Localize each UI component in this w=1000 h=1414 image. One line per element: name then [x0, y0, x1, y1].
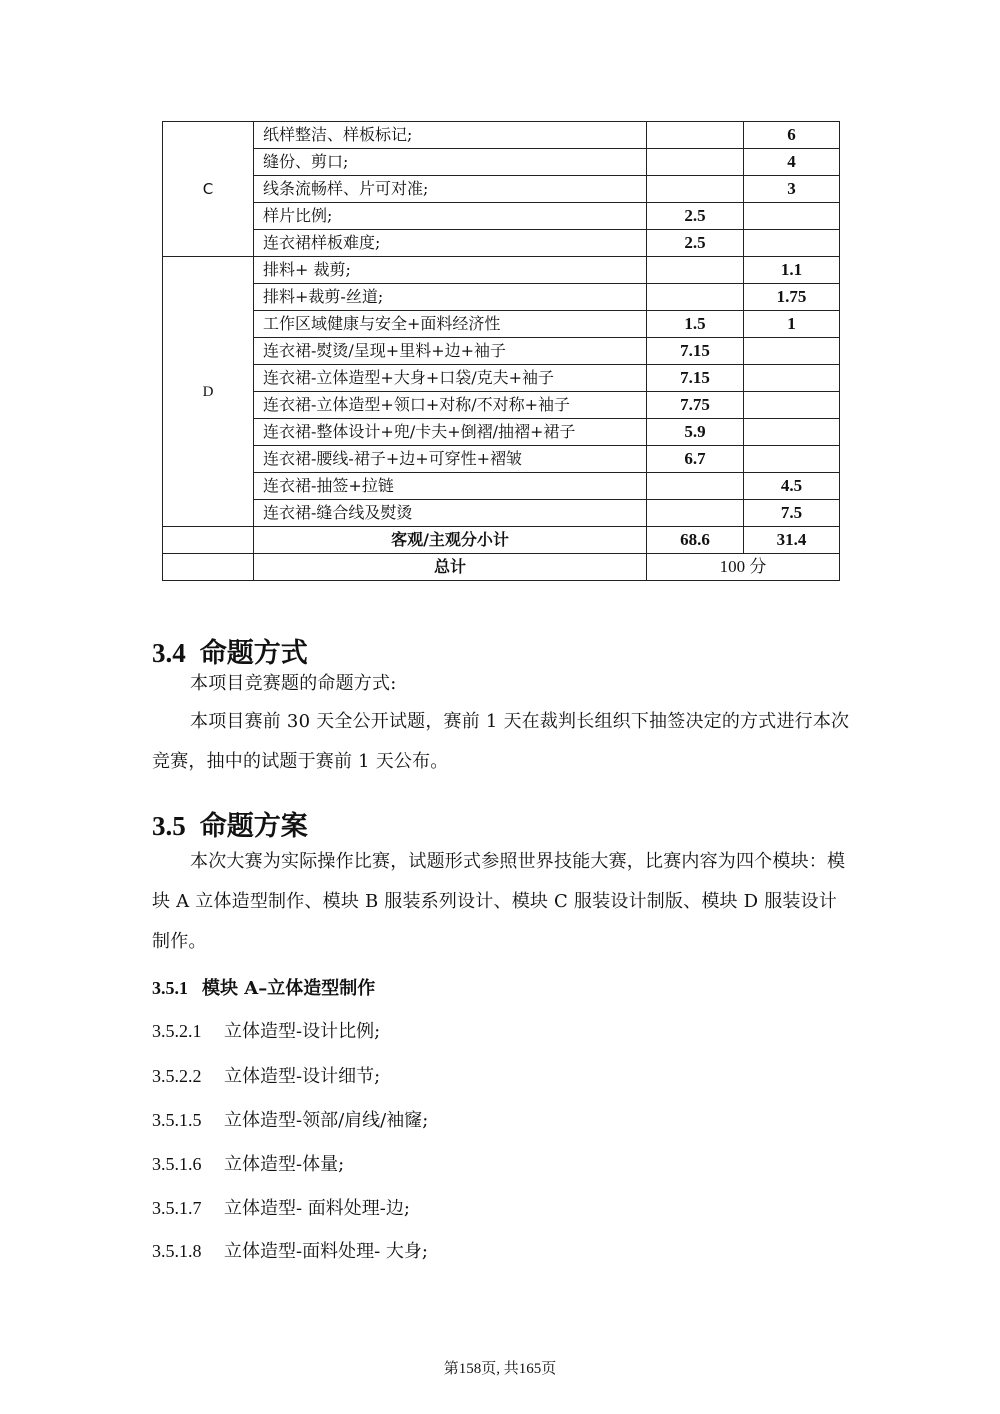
- list-item: [152, 1196, 410, 1221]
- table-row: [163, 392, 840, 419]
- page-footer: 第158页, 共165页: [443, 1361, 557, 1377]
- section-title: 命题方式: [199, 638, 308, 669]
- subtotal-label: 客观/主观分小计: [254, 527, 647, 554]
- item-text: 立体造型-设计细节;: [224, 1066, 381, 1087]
- list-item: [152, 1152, 344, 1177]
- subjective-score: [744, 338, 840, 365]
- subjective-score: 4.5: [744, 473, 840, 500]
- table-row: [163, 149, 840, 176]
- list-item: [152, 1064, 380, 1089]
- item-number: 3.5.1.5: [152, 1110, 202, 1130]
- item-cell: 连衣裙-熨烫/呈现+里料+边+袖子: [254, 338, 647, 365]
- section-3-5-body: 本次大赛为实际操作比赛，试题形式参照世界技能大赛，比赛内容为四个模块：模块 A 立体造型制作、模块 B 服装系列设计、模块 C 服装设计制版、模块 D 服装设计制作。: [152, 851, 846, 952]
- total-value: 100 分: [647, 554, 840, 581]
- table-row: [163, 473, 840, 500]
- subjective-score: [744, 392, 840, 419]
- item-cell: 纸样整洁、样板标记;: [254, 122, 647, 149]
- objective-score: 7.75: [647, 392, 744, 419]
- empty-cell: [163, 554, 254, 581]
- objective-score: 5.9: [647, 419, 744, 446]
- table-row: [163, 284, 840, 311]
- subjective-score: 1.75: [744, 284, 840, 311]
- section-3-4-body: 本项目赛前 30 天全公开试题，赛前 1 天在裁判长组织下抽签决定的方式进行本次竞赛，抽中的试题于赛前 1 天公布。: [152, 711, 850, 772]
- subtotal-objective: 68.6: [647, 527, 744, 554]
- table-row: [163, 338, 840, 365]
- table-row: [163, 203, 840, 230]
- item-number: 3.5.2.1: [152, 1021, 202, 1041]
- item-cell: 连衣裙-整体设计+兜/卡夫+倒褶/抽褶+裙子: [254, 419, 647, 446]
- subjective-score: 4: [744, 149, 840, 176]
- item-text: 立体造型-面料处理- 大身;: [224, 1241, 428, 1262]
- item-cell: 连衣裙-缝合线及熨烫: [254, 500, 647, 527]
- list-item: [152, 1239, 428, 1264]
- item-text: 立体造型-体量;: [224, 1154, 345, 1175]
- objective-score: 1.5: [647, 311, 744, 338]
- item-cell: 排料+裁剪-丝道;: [254, 284, 647, 311]
- objective-score: [647, 500, 744, 527]
- table-row: [163, 176, 840, 203]
- table-row: [163, 311, 840, 338]
- item-cell: 连衣裙-立体造型+领口+对称/不对称+袖子: [254, 392, 647, 419]
- objective-score: 7.15: [647, 338, 744, 365]
- module-cell: C: [163, 122, 254, 257]
- subjective-score: 1: [744, 311, 840, 338]
- subjective-score: [744, 419, 840, 446]
- objective-score: 2.5: [647, 230, 744, 257]
- objective-score: 2.5: [647, 203, 744, 230]
- objective-score: [647, 176, 744, 203]
- item-cell: 连衣裙-腰线-裙子+边+可穿性+褶皱: [254, 446, 647, 473]
- item-text: 立体造型-领部/肩线/袖窿;: [224, 1110, 429, 1131]
- subjective-score: [744, 365, 840, 392]
- item-text: 立体造型-设计比例;: [224, 1021, 381, 1042]
- subjective-score: [744, 230, 840, 257]
- item-number: 3.5.2.2: [152, 1066, 202, 1086]
- objective-score: [647, 122, 744, 149]
- section-number: 3.5.1: [152, 978, 188, 998]
- table-row: [163, 365, 840, 392]
- item-cell: 样片比例;: [254, 203, 647, 230]
- table-row: [163, 446, 840, 473]
- objective-score: [647, 257, 744, 284]
- item-number: 3.5.1.8: [152, 1241, 202, 1261]
- list-item: [152, 1019, 380, 1044]
- item-cell: 排料+ 裁剪;: [254, 257, 647, 284]
- subtotal-row: [163, 527, 840, 554]
- section-number: 3.5: [152, 811, 186, 841]
- objective-score: [647, 473, 744, 500]
- total-label: 总计: [254, 554, 647, 581]
- list-item: [152, 1108, 428, 1133]
- item-cell: 连衣裙样板难度;: [254, 230, 647, 257]
- table-row: [163, 122, 840, 149]
- subtotal-subjective: 31.4: [744, 527, 840, 554]
- empty-cell: [163, 527, 254, 554]
- item-cell: 连衣裙-立体造型+大身+口袋/克夫+袖子: [254, 365, 647, 392]
- table-row: [163, 500, 840, 527]
- section-3-5-heading: [152, 809, 308, 844]
- module-cell: D: [163, 257, 254, 527]
- subjective-score: 3: [744, 176, 840, 203]
- objective-score: 6.7: [647, 446, 744, 473]
- table-row: [163, 419, 840, 446]
- subjective-score: 1.1: [744, 257, 840, 284]
- objective-score: [647, 149, 744, 176]
- section-title: 命题方案: [199, 811, 308, 842]
- item-number: 3.5.1.7: [152, 1198, 202, 1218]
- item-cell: 连衣裙-抽签+拉链: [254, 473, 647, 500]
- subjective-score: [744, 446, 840, 473]
- subjective-score: [744, 203, 840, 230]
- table-row: [163, 230, 840, 257]
- subjective-score: 6: [744, 122, 840, 149]
- section-title: 模块 A–立体造型制作: [202, 978, 376, 999]
- section-3-5-1-heading: [152, 976, 375, 1001]
- section-3-4-intro: 本项目竞赛题的命题方式:: [190, 673, 397, 694]
- item-cell: 缝份、剪口;: [254, 149, 647, 176]
- item-cell: 工作区域健康与安全+面料经济性: [254, 311, 647, 338]
- total-row: [163, 554, 840, 581]
- objective-score: [647, 284, 744, 311]
- item-cell: 线条流畅样、片可对准;: [254, 176, 647, 203]
- section-number: 3.4: [152, 638, 186, 668]
- subjective-score: 7.5: [744, 500, 840, 527]
- item-text: 立体造型- 面料处理-边;: [224, 1198, 410, 1219]
- score-table: [162, 121, 840, 581]
- item-number: 3.5.1.6: [152, 1154, 202, 1174]
- table-row: [163, 257, 840, 284]
- objective-score: 7.15: [647, 365, 744, 392]
